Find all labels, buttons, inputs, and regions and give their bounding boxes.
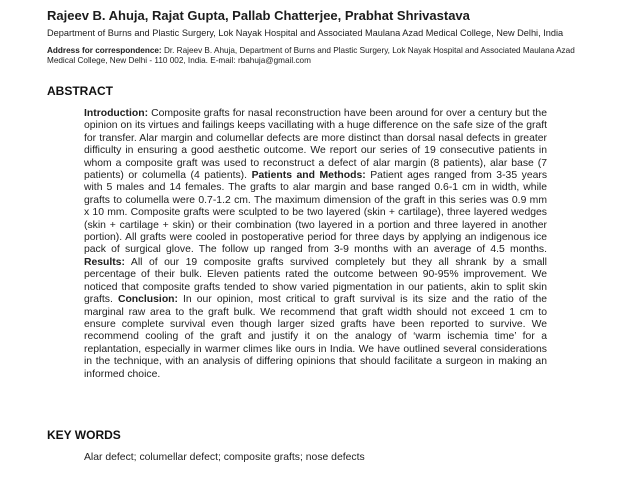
conclusion-label: Conclusion: xyxy=(117,294,178,306)
introduction-text: Composite grafts for nasal reconstruction have been around for over a century but the opinion on its virtues and failings keeps vacillating with a huge difference on the safe size of the graft for transfer. Alar margin and columellar defects are more distinct than dorsal nasal defects in greater difficulty in ensuring a good aesthetic outcome. We report our series of 19 consecutive patients in whom a composite graft was used to reconstruct a defect of alar margin (8 patients), alar base (7 patients) or columella (4 patients). xyxy=(84,108,547,182)
correspondence-text: Dr. Rajeev B. Ahuja, Department of Burns and Plastic Surgery, Lok Nayak Hospital and Associated Maulana Azad Medical College, New Delhi - 110 002, India. E-mail: rbahuja@gmail.com xyxy=(47,46,575,65)
methods-text: Patient ages ranged from 3-35 years with 5 males and 14 females. The grafts to alar margin and base ranged 0.6-1 cm in width, while grafts to columella were 0.7-1.2 cm. The maximum dimension of the graft in this series was 0.9 mm x 10 mm. Composite grafts were sculpted to be two layered (skin + cartilage), three layered wedges (skin + cartilage + skin) or their combination (two layered in a portion and three layered in another portion). All grafts were cooled in postoperative period for three days by applying an indigenous ice pack of surgical glove. The follow up ranged from 3-9 months with an average of 4.5 months. xyxy=(84,170,548,256)
correspondence-address xyxy=(47,46,597,66)
correspondence-label: Address for correspondence: xyxy=(47,46,162,55)
results-text: All of our 19 composite grafts survived completely but they all shrank by a small percentage of their bulk. Eleven patients rated the outcome between 90-95% improvement. We noticed that composite grafts tended to show varied pigmentation in our patients, akin to split skin grafts. xyxy=(84,256,547,306)
conclusion-text: In our opinion, most critical to graft survival is its size and the ratio of the marginal raw area to the graft bulk. We recommend that graft width should not exceed 1 cm to ensure complete survival even though larger sized grafts have been reported to survive. We recommend cooling of the graft and justify it on the analogy of ‘warm ischemia time’ for a replantation, especially in warmer climes like ours in India. We have outlined several considerations in the technique, with an analysis of differing opinions that should facilitate a surgeon in making an informed choice. xyxy=(84,294,548,380)
author-list: Rajeev B. Ahuja, Rajat Gupta, Pallab Chatterjee, Prabhat Shrivastava xyxy=(47,8,470,23)
methods-label: Patients and Methods: xyxy=(251,170,366,182)
introduction-label: Introduction: xyxy=(84,108,149,119)
affiliation: Department of Burns and Plastic Surgery, Lok Nayak Hospital and Associated Maulana Azad Medical College, New Delhi, India xyxy=(47,28,564,38)
keywords-heading: KEY WORDS xyxy=(47,428,121,442)
results-label: Results: xyxy=(84,256,125,268)
abstract-heading: ABSTRACT xyxy=(47,84,113,98)
abstract-body xyxy=(84,108,547,381)
keywords-text: Alar defect; columellar defect; composite grafts; nose defects xyxy=(84,452,365,463)
